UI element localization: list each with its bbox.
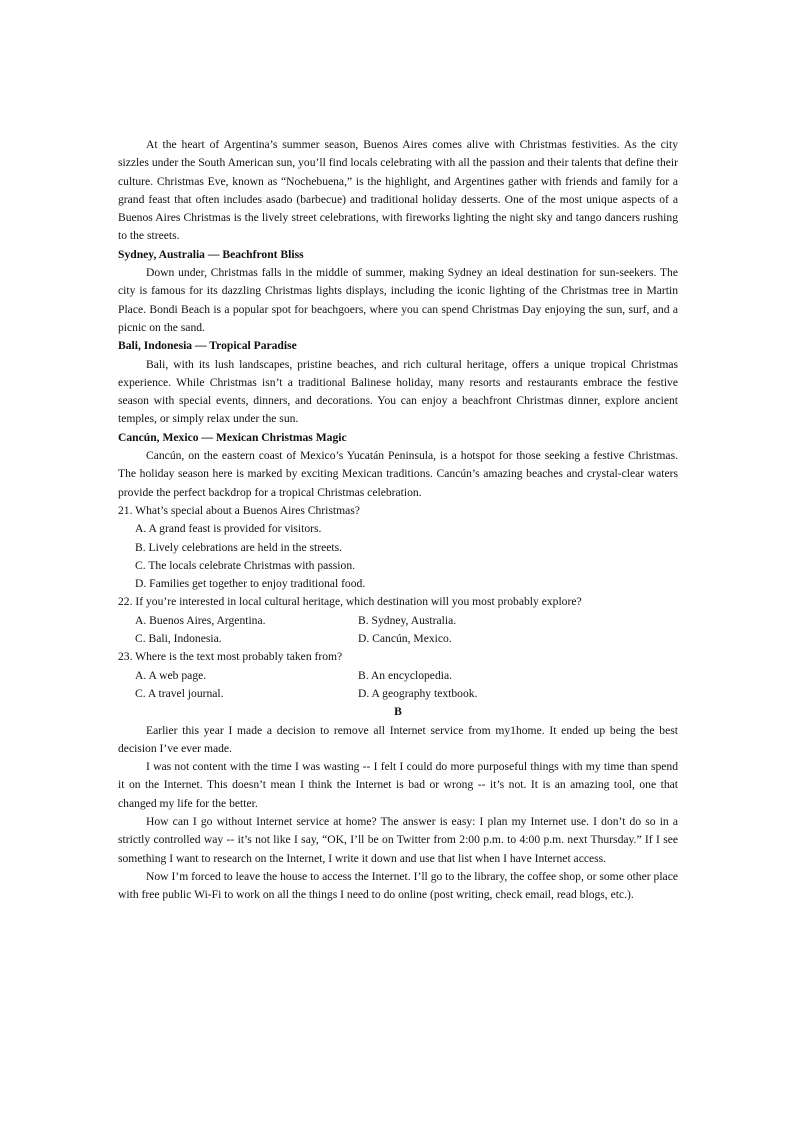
question-23-options-row-1 <box>135 667 678 685</box>
question-23-stem: 23. Where is the text most probably taken from? <box>118 650 343 664</box>
exam-page <box>118 136 678 904</box>
section-heading-bali: Bali, Indonesia — Tropical Paradise <box>118 339 297 353</box>
question-22-option-a: A. Buenos Aires, Argentina. <box>135 613 266 627</box>
section-heading-cancun: Cancún, Mexico — Mexican Christmas Magic <box>118 430 347 444</box>
question-23-option-a: A. A web page. <box>135 668 207 682</box>
passage-b-paragraph-2: I was not content with the time I was wasting -- I felt I could do more purposeful things with my time than spend it on the Internet. This doesn’t mean I think the Internet is bad or wrong -- it’s not. It is an amazing tool, one that changed my life for the better. <box>118 760 678 810</box>
question-21-option-a: A. A grand feast is provided for visitors. <box>135 522 322 536</box>
question-21-option-c: C. The locals celebrate Christmas with passion. <box>135 558 356 572</box>
passage-b-paragraph-4: Now I’m forced to leave the house to access the Internet. I’ll go to the library, the coffee shop, or some other place with free public Wi-Fi to work on all the things I need to do online (post writing, check email, read blogs, etc.). <box>118 869 678 902</box>
passage-b-paragraph-3: How can I go without Internet service at home? The answer is easy: I plan my Internet use. I don’t do so in a strictly controlled way -- it’s not like I say, “OK, I’ll be on Twitter from 2:00 p.m. to 4:00 p.m. next Thursday.” If I see something I want to research on the Internet, I write it down and use that list when I have Internet access. <box>118 814 678 865</box>
question-23-option-b: B. An encyclopedia. <box>358 668 453 682</box>
question-21-stem: 21. What’s special about a Buenos Aires Christmas? <box>118 503 360 517</box>
question-22-stem: 22. If you’re interested in local cultural heritage, which destination will you most probably explore? <box>118 595 582 609</box>
passage-b-label: B <box>394 705 402 719</box>
question-23-option-d: D. A geography textbook. <box>358 686 478 700</box>
cancun-paragraph: Cancún, on the eastern coast of Mexico’s Yucatán Peninsula, is a hotspot for those seeking a festive Christmas. The holiday season here is marked by exciting Mexican traditions. Cancún’s amazing beaches and crystal-clear waters provide the perfect backdrop for a tropical Christmas celebration. <box>118 449 678 499</box>
question-21-option-d: D. Families get together to enjoy traditional food. <box>135 577 366 591</box>
question-23-option-c: C. A travel journal. <box>135 686 224 700</box>
question-22-options-row-1 <box>135 612 678 630</box>
question-21-option-b: B. Lively celebrations are held in the streets. <box>135 540 343 554</box>
question-22-options-row-2 <box>135 630 678 648</box>
bali-paragraph: Bali, with its lush landscapes, pristine beaches, and rich cultural heritage, offers a unique tropical Christmas experience. While Christmas isn’t a traditional Balinese holiday, many resorts and restaurants embrace the festive season with special events, dinners, and decorations. You can enjoy a beachfront Christmas dinner, explore ancient temples, or simply relax under the sun. <box>118 357 678 426</box>
question-23-options-row-2 <box>135 685 678 703</box>
passage-b-paragraph-1: Earlier this year I made a decision to remove all Internet service from my1home. It ended up being the best decision I’ve ever made. <box>118 723 678 755</box>
question-22-option-d: D. Cancún, Mexico. <box>358 632 452 646</box>
question-22-option-b: B. Sydney, Australia. <box>358 613 457 627</box>
section-heading-sydney: Sydney, Australia — Beachfront Bliss <box>118 247 304 261</box>
buenos-aires-paragraph: At the heart of Argentina’s summer season, Buenos Aires comes alive with Christmas festivities. As the city sizzles under the South American sun, you’ll find locals celebrating with all the passion and their talents that define their culture. Christmas Eve, known as “Nochebuena,” is the highlight, and Argentines gather with friends and family for a grand feast that often includes asado (barbecue) and traditional holiday desserts. One of the most unique aspects of a Buenos Aires Christmas is the lively street celebrations, with fireworks lighting the night sky and tango dancers rushing to the streets. <box>118 138 678 243</box>
question-22-option-c: C. Bali, Indonesia. <box>135 632 222 646</box>
sydney-paragraph: Down under, Christmas falls in the middle of summer, making Sydney an ideal destination for sun-seekers. The city is famous for its dazzling Christmas lights displays, including the iconic lighting of the Christmas tree in Martin Place. Bondi Beach is a popular spot for beachgoers, where you can spend Christmas Day enjoying the sun, surf, and a picnic on the sand. <box>118 266 678 334</box>
